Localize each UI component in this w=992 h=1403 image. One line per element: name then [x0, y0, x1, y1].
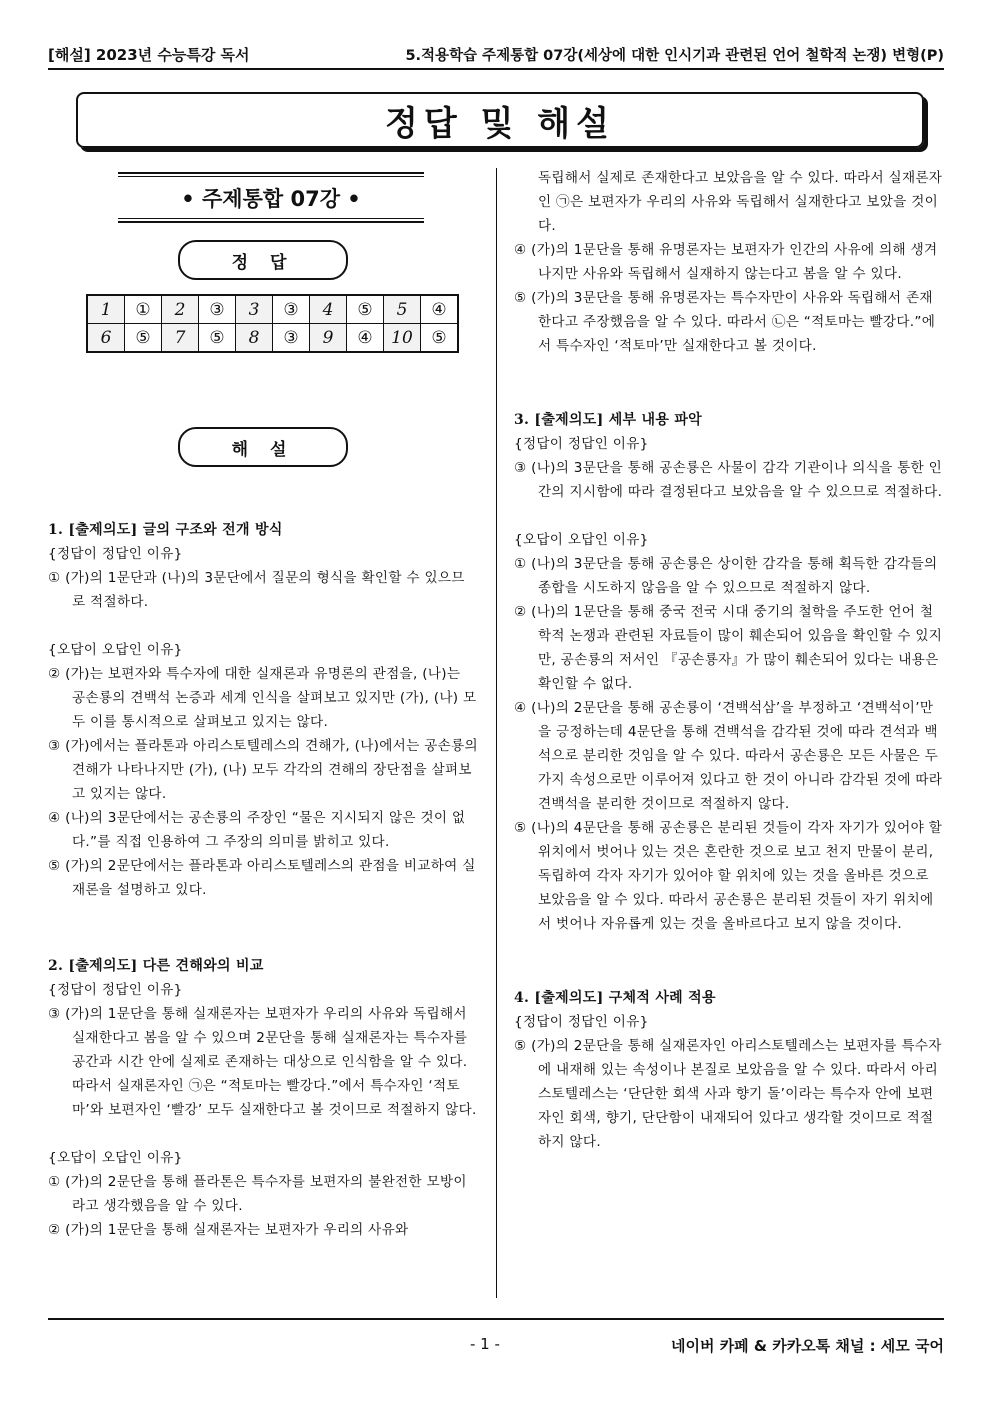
q3-correct-label: {정답이 정답인 이유} [514, 436, 649, 452]
question-number: 2 [162, 295, 199, 324]
right-column [514, 166, 944, 1154]
q3-wrong-item: ② (나)의 1문단을 통해 중국 전국 시대 중기의 철학을 주도한 언어 철학적 논쟁과 관련된 자료들이 많이 훼손되어 있음을 확인할 수 있지만, 공손룡의 저서인 『공손룡자』가 많이 훼손되어 있다는 내용은 확인할 수 없다. [514, 604, 943, 692]
q1-wrong-label: {오답이 오답인 이유} [48, 642, 183, 658]
q1-wrong-item: ② (가)는 보편자와 특수자에 대한 실재론과 유명론의 관점을, (나)는 공손룡의 견백석 논증과 세계 인식을 살펴보고 있지만 (가), (나) 모두 이를 통시적으로 살펴보고 있지는 않다. [48, 666, 477, 730]
answer-value: ⑤ [199, 324, 236, 353]
q2-heading: 2. [출제의도] 다른 견해와의 비교 [48, 958, 264, 974]
q2-correct-label: {정답이 정답인 이유} [48, 982, 183, 998]
q1-correct-item: ① (가)의 1문단과 (나)의 3문단에서 질문의 형식을 확인할 수 있으므로 적절하다. [48, 570, 465, 610]
q1-wrong-item: ③ (가)에서는 플라톤과 아리스토텔레스의 견해가, (나)에서는 공손룡의 견해가 나타나지만 (가), (나) 모두 각각의 견해의 장단점을 살펴보고 있지는 않다. [48, 738, 478, 802]
answer-value: ④ [347, 324, 384, 353]
header-left-title: [해설] 2023년 수능특강 독서 [48, 46, 250, 64]
header-right-title: 5.적용학습 주제통합 07강(세상에 대한 인시기과 관련된 언어 철학적 논쟁) 변형(P) [405, 48, 944, 64]
answer-label: 정 답 [178, 240, 348, 280]
question-number: 5 [384, 295, 421, 324]
q2-wrong-label: {오답이 오답인 이유} [48, 1150, 183, 1166]
answer-row-2 [87, 324, 458, 353]
answer-value: ③ [199, 295, 236, 324]
answer-table [86, 294, 459, 353]
question-number: 10 [384, 324, 421, 353]
question-number: 7 [162, 324, 199, 353]
q4-correct-label: {정답이 정답인 이유} [514, 1014, 649, 1030]
q2-wrong-item: ④ (가)의 1문단을 통해 유명론자는 보편자가 인간의 사유에 의해 생겨나지만 사유와 독립해서 실재하지 않는다고 봄을 알 수 있다. [514, 242, 938, 282]
answer-value: ③ [273, 295, 310, 324]
section-title: • 주제통합 07강 • [181, 187, 361, 211]
footer-divider [48, 1318, 944, 1320]
section-title-box [118, 172, 424, 223]
q4-heading: 4. [출제의도] 구체적 사례 적용 [514, 990, 716, 1006]
explanation-label: 해 설 [178, 427, 348, 467]
question-number: 8 [236, 324, 273, 353]
footer-channel-info: 네이버 카페 & 카카오톡 채널 : 세모 국어 [671, 1337, 944, 1355]
q1-wrong-item: ④ (나)의 3문단에서는 공손룡의 주장인 “물은 지시되지 않은 것이 없다.”를 직접 인용하여 그 주장의 의미를 밝히고 있다. [48, 810, 466, 850]
q2-wrong-item: ② (가)의 1문단을 통해 실재론자는 보편자가 우리의 사유와 [48, 1222, 409, 1238]
q3-correct-item: ③ (나)의 3문단을 통해 공손룡은 사물이 감각 기관이나 의식을 통한 인간의 지시함에 따라 결정된다고 보았음을 알 수 있으므로 적절하다. [514, 460, 943, 500]
q2-wrong-item: ① (가)의 2문단을 통해 플라톤은 특수자를 보편자의 불완전한 모방이라고 생각했음을 알 수 있다. [48, 1174, 467, 1214]
question-number: 3 [236, 295, 273, 324]
question-number: 9 [310, 324, 347, 353]
question-number: 6 [87, 324, 125, 353]
column-divider [496, 168, 497, 1298]
q2-wrong-item: ⑤ (가)의 3문단을 통해 유명론자는 특수자만이 사유와 독립해서 존재한다고 주장했음을 알 수 있다. 따라서 ㉡은 “적토마는 빨강다.”에서 특수자인 ‘적토마’만 실재한다고 볼 것이다. [514, 290, 936, 354]
answer-row-1 [87, 295, 458, 324]
q3-wrong-label: {오답이 오답인 이유} [514, 532, 649, 548]
left-column [48, 518, 478, 1242]
header-divider [48, 68, 944, 70]
answer-value: ③ [273, 324, 310, 353]
q1-heading: 1. [출제의도] 글의 구조와 전개 방식 [48, 522, 283, 538]
q3-wrong-item: ⑤ (나)의 4문단을 통해 공손룡은 분리된 것들이 각자 자기가 있어야 할 위치에서 벗어나 있는 것은 혼란한 것으로 보고 천지 만물이 분리, 독립하여 각자 자기가 있어야 할 위치에 있는 것을 올바른 것으로 보았음을 알 수 있다. 따라서 공손룡은 분리된 것들이 자기 위치에서 벗어나 자유롭게 있는 것을 올바르다고 보지 않을 것이다. [514, 820, 943, 932]
q2-wrong-item-continued: 독립해서 실제로 존재한다고 보았음을 알 수 있다. 따라서 실재론자인 ㉠은 보편자가 우리의 사유와 독립해서 실재한다고 보았을 것이다. [538, 170, 943, 234]
q4-correct-item: ⑤ (가)의 2문단을 통해 실재론자인 아리스토텔레스는 보편자를 특수자에 내재해 있는 속성이나 본질로 보았음을 알 수 있다. 따라서 아리스토텔레스는 ‘단단한 회색 사과 향기 돌’이라는 특수자 안에 보편자인 회색, 향기, 단단함이 내재되어 있다고 생각할 것이므로 적절하지 않다. [514, 1038, 942, 1150]
q3-wrong-item: ① (나)의 3문단을 통해 공손룡은 상이한 감각을 통해 획득한 감각들의 종합을 시도하지 않음을 알 수 있으므로 적절하지 않다. [514, 556, 938, 596]
q2-correct-item: ③ (가)의 1문단을 통해 실재론자는 보편자가 우리의 사유와 독립해서 실재한다고 봄을 알 수 있으며 2문단을 통해 실재론자는 특수자를 공간과 시간 안에 실제로 존재하는 대상으로 인식함을 알 수 있다. 따라서 실재론자인 ㉠은 “적토마는 빨강다.”에서 특수자인 ‘적토마’와 보편자인 ‘빨강’ 모두 실재한다고 볼 것이므로 적절하지 않다. [48, 1006, 477, 1118]
question-number: 4 [310, 295, 347, 324]
page-title: 정답 및 해설 [76, 92, 924, 148]
q1-correct-label: {정답이 정답인 이유} [48, 546, 183, 562]
page-number: - 1 - [470, 1335, 500, 1353]
q3-wrong-item: ④ (나)의 2문단을 통해 공손룡이 ‘견백석삼’을 부정하고 ‘견백석이’만을 긍정하는데 4문단을 통해 견백석을 감각된 것에 따라 견석과 백석으로 분리한 것임을 알 수 있다. 따라서 공손룡은 모든 사물은 두 가지 속성으로만 이루어져 있다고 한 것이 아니라 감각된 것에 따라 견백석을 분리한 것이므로 적절하지 않다. [514, 700, 943, 812]
answer-value: ① [125, 295, 162, 324]
answer-value: ⑤ [421, 324, 459, 353]
answer-value: ⑤ [125, 324, 162, 353]
answer-value: ④ [421, 295, 459, 324]
answer-value: ⑤ [347, 295, 384, 324]
question-number: 1 [87, 295, 125, 324]
q1-wrong-item: ⑤ (가)의 2문단에서는 플라톤과 아리스토텔레스의 관점을 비교하여 실재론을 설명하고 있다. [48, 858, 476, 898]
q3-heading: 3. [출제의도] 세부 내용 파악 [514, 412, 702, 428]
